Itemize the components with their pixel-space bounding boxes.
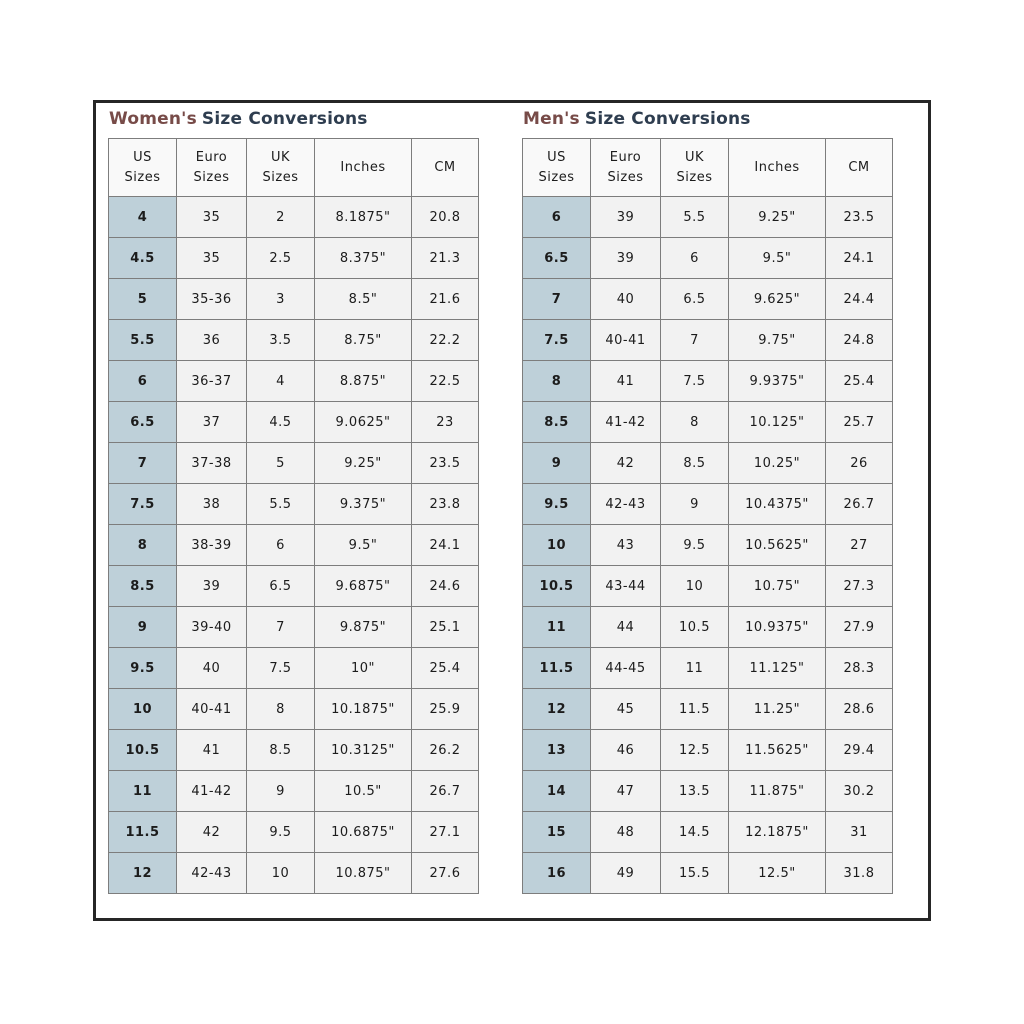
- size-cell: 8.5: [247, 730, 315, 771]
- table-row: [523, 238, 893, 279]
- size-cell: 27.3: [826, 566, 893, 607]
- size-cell: 27.9: [826, 607, 893, 648]
- size-cell: 40-41: [177, 689, 247, 730]
- size-cell: 9: [247, 771, 315, 812]
- size-cell: 12.5": [729, 853, 826, 894]
- size-cell: 2.5: [247, 238, 315, 279]
- size-cell: 42: [591, 443, 661, 484]
- column-header: Inches: [315, 139, 412, 197]
- size-cell: 24.1: [826, 238, 893, 279]
- size-cell: 3: [247, 279, 315, 320]
- size-cell: 8: [247, 689, 315, 730]
- us-size-cell: 7: [523, 279, 591, 320]
- us-size-cell: 8.5: [523, 402, 591, 443]
- size-cell: 30.2: [826, 771, 893, 812]
- column-header: UK Sizes: [247, 139, 315, 197]
- mens-title-rest: Size Conversions: [584, 109, 751, 129]
- size-cell: 26.7: [826, 484, 893, 525]
- size-cell: 29.4: [826, 730, 893, 771]
- table-row: [109, 525, 479, 566]
- size-cell: 42-43: [177, 853, 247, 894]
- size-cell: 23: [412, 402, 479, 443]
- size-cell: 44-45: [591, 648, 661, 689]
- size-cell: 14.5: [661, 812, 729, 853]
- us-size-cell: 9.5: [109, 648, 177, 689]
- size-cell: 9.25": [315, 443, 412, 484]
- size-cell: 11.875": [729, 771, 826, 812]
- size-cell: 10.5": [315, 771, 412, 812]
- us-size-cell: 7.5: [523, 320, 591, 361]
- size-cell: 7.5: [247, 648, 315, 689]
- size-cell: 25.4: [826, 361, 893, 402]
- size-cell: 47: [591, 771, 661, 812]
- size-cell: 25.1: [412, 607, 479, 648]
- us-size-cell: 6: [109, 361, 177, 402]
- size-cell: 39: [177, 566, 247, 607]
- us-size-cell: 7.5: [109, 484, 177, 525]
- table-row: [109, 566, 479, 607]
- us-size-cell: 4: [109, 197, 177, 238]
- size-cell: 37: [177, 402, 247, 443]
- womens-title-rest: Size Conversions: [201, 109, 368, 129]
- table-row: [109, 771, 479, 812]
- table-row: [109, 853, 479, 894]
- size-cell: 3.5: [247, 320, 315, 361]
- us-size-cell: 10: [109, 689, 177, 730]
- size-cell: 24.1: [412, 525, 479, 566]
- table-row: [523, 525, 893, 566]
- table-row: [523, 402, 893, 443]
- size-cell: 9.875": [315, 607, 412, 648]
- size-cell: 23.8: [412, 484, 479, 525]
- size-cell: 9.25": [729, 197, 826, 238]
- size-cell: 5: [247, 443, 315, 484]
- size-cell: 41: [177, 730, 247, 771]
- size-cell: 7.5: [661, 361, 729, 402]
- size-conversion-panel: [93, 100, 931, 921]
- size-cell: 8: [661, 402, 729, 443]
- column-header: US Sizes: [523, 139, 591, 197]
- us-size-cell: 16: [523, 853, 591, 894]
- size-cell: 10.3125": [315, 730, 412, 771]
- size-cell: 24.6: [412, 566, 479, 607]
- size-cell: 8.5: [661, 443, 729, 484]
- size-cell: 9.375": [315, 484, 412, 525]
- size-cell: 8.1875": [315, 197, 412, 238]
- size-cell: 41-42: [177, 771, 247, 812]
- size-cell: 11.5: [661, 689, 729, 730]
- size-cell: 22.2: [412, 320, 479, 361]
- size-cell: 31: [826, 812, 893, 853]
- size-cell: 9.5": [729, 238, 826, 279]
- size-cell: 39: [591, 238, 661, 279]
- us-size-cell: 9.5: [523, 484, 591, 525]
- size-cell: 40: [591, 279, 661, 320]
- size-cell: 38: [177, 484, 247, 525]
- size-cell: 11.5625": [729, 730, 826, 771]
- column-header: US Sizes: [109, 139, 177, 197]
- size-cell: 5.5: [661, 197, 729, 238]
- table-row: [109, 689, 479, 730]
- us-size-cell: 8: [109, 525, 177, 566]
- us-size-cell: 11: [109, 771, 177, 812]
- us-size-cell: 11.5: [109, 812, 177, 853]
- table-row: [523, 853, 893, 894]
- size-cell: 8.75": [315, 320, 412, 361]
- column-header: Euro Sizes: [591, 139, 661, 197]
- table-row: [523, 689, 893, 730]
- size-cell: 23.5: [412, 443, 479, 484]
- table-row: [523, 320, 893, 361]
- size-cell: 12.5: [661, 730, 729, 771]
- size-cell: 9.9375": [729, 361, 826, 402]
- table-row: [109, 402, 479, 443]
- size-cell: 12.1875": [729, 812, 826, 853]
- size-cell: 38-39: [177, 525, 247, 566]
- table-row: [109, 320, 479, 361]
- size-cell: 26: [826, 443, 893, 484]
- size-cell: 20.8: [412, 197, 479, 238]
- size-cell: 48: [591, 812, 661, 853]
- size-cell: 10: [247, 853, 315, 894]
- size-cell: 9.75": [729, 320, 826, 361]
- size-cell: 9.5: [247, 812, 315, 853]
- size-cell: 8.5": [315, 279, 412, 320]
- us-size-cell: 6: [523, 197, 591, 238]
- header-row: [523, 139, 893, 197]
- table-row: [523, 197, 893, 238]
- size-cell: 6.5: [247, 566, 315, 607]
- size-cell: 26.2: [412, 730, 479, 771]
- size-cell: 25.7: [826, 402, 893, 443]
- womens-section: [108, 106, 479, 894]
- size-cell: 6: [661, 238, 729, 279]
- size-cell: 8.875": [315, 361, 412, 402]
- column-header: Inches: [729, 139, 826, 197]
- us-size-cell: 10: [523, 525, 591, 566]
- size-cell: 26.7: [412, 771, 479, 812]
- size-cell: 2: [247, 197, 315, 238]
- womens-title: [108, 106, 479, 138]
- size-cell: 36-37: [177, 361, 247, 402]
- table-row: [109, 197, 479, 238]
- size-cell: 21.6: [412, 279, 479, 320]
- table-row: [523, 279, 893, 320]
- size-cell: 35: [177, 238, 247, 279]
- size-cell: 7: [661, 320, 729, 361]
- womens-size-table: [108, 138, 479, 894]
- size-cell: 9.0625": [315, 402, 412, 443]
- size-cell: 49: [591, 853, 661, 894]
- size-cell: 41-42: [591, 402, 661, 443]
- size-cell: 11: [661, 648, 729, 689]
- table-row: [523, 566, 893, 607]
- size-cell: 40-41: [591, 320, 661, 361]
- us-size-cell: 11: [523, 607, 591, 648]
- size-cell: 6: [247, 525, 315, 566]
- mens-title-prefix: Men's: [523, 109, 580, 129]
- us-size-cell: 12: [109, 853, 177, 894]
- size-cell: 28.6: [826, 689, 893, 730]
- size-cell: 24.8: [826, 320, 893, 361]
- size-cell: 36: [177, 320, 247, 361]
- size-cell: 25.9: [412, 689, 479, 730]
- us-size-cell: 11.5: [523, 648, 591, 689]
- us-size-cell: 8: [523, 361, 591, 402]
- size-cell: 39-40: [177, 607, 247, 648]
- size-cell: 9.6875": [315, 566, 412, 607]
- size-cell: 42-43: [591, 484, 661, 525]
- size-cell: 37-38: [177, 443, 247, 484]
- size-cell: 24.4: [826, 279, 893, 320]
- size-cell: 35: [177, 197, 247, 238]
- size-cell: 9.625": [729, 279, 826, 320]
- size-cell: 10.125": [729, 402, 826, 443]
- size-cell: 13.5: [661, 771, 729, 812]
- us-size-cell: 7: [109, 443, 177, 484]
- size-cell: 39: [591, 197, 661, 238]
- table-row: [109, 238, 479, 279]
- table-row: [109, 443, 479, 484]
- us-size-cell: 6.5: [109, 402, 177, 443]
- column-header: UK Sizes: [661, 139, 729, 197]
- table-row: [109, 361, 479, 402]
- size-cell: 28.3: [826, 648, 893, 689]
- us-size-cell: 6.5: [523, 238, 591, 279]
- size-cell: 22.5: [412, 361, 479, 402]
- size-cell: 10.875": [315, 853, 412, 894]
- table-row: [523, 771, 893, 812]
- size-cell: 10.9375": [729, 607, 826, 648]
- size-cell: 11.125": [729, 648, 826, 689]
- size-cell: 44: [591, 607, 661, 648]
- mens-title: [522, 106, 893, 138]
- size-cell: 27.6: [412, 853, 479, 894]
- table-row: [523, 484, 893, 525]
- us-size-cell: 14: [523, 771, 591, 812]
- size-cell: 21.3: [412, 238, 479, 279]
- table-row: [523, 607, 893, 648]
- table-row: [523, 648, 893, 689]
- table-row: [109, 812, 479, 853]
- size-cell: 10": [315, 648, 412, 689]
- size-cell: 9.5: [661, 525, 729, 566]
- size-cell: 6.5: [661, 279, 729, 320]
- us-size-cell: 10.5: [109, 730, 177, 771]
- column-header: Euro Sizes: [177, 139, 247, 197]
- size-cell: 43: [591, 525, 661, 566]
- size-cell: 10.5625": [729, 525, 826, 566]
- mens-size-table: [522, 138, 893, 894]
- womens-title-prefix: Women's: [109, 109, 197, 129]
- size-cell: 10.25": [729, 443, 826, 484]
- size-cell: 9: [661, 484, 729, 525]
- size-cell: 10.5: [661, 607, 729, 648]
- table-row: [109, 484, 479, 525]
- column-header: CM: [826, 139, 893, 197]
- us-size-cell: 4.5: [109, 238, 177, 279]
- table-row: [109, 648, 479, 689]
- size-cell: 35-36: [177, 279, 247, 320]
- size-cell: 27.1: [412, 812, 479, 853]
- us-size-cell: 10.5: [523, 566, 591, 607]
- mens-section: [522, 106, 893, 894]
- table-row: [109, 730, 479, 771]
- table-row: [523, 730, 893, 771]
- size-cell: 25.4: [412, 648, 479, 689]
- us-size-cell: 5.5: [109, 320, 177, 361]
- us-size-cell: 9: [523, 443, 591, 484]
- size-cell: 42: [177, 812, 247, 853]
- us-size-cell: 12: [523, 689, 591, 730]
- size-cell: 23.5: [826, 197, 893, 238]
- size-cell: 15.5: [661, 853, 729, 894]
- size-cell: 40: [177, 648, 247, 689]
- size-cell: 8.375": [315, 238, 412, 279]
- size-cell: 10.75": [729, 566, 826, 607]
- size-cell: 4: [247, 361, 315, 402]
- table-row: [523, 361, 893, 402]
- us-size-cell: 13: [523, 730, 591, 771]
- us-size-cell: 5: [109, 279, 177, 320]
- size-cell: 31.8: [826, 853, 893, 894]
- table-row: [523, 812, 893, 853]
- size-cell: 5.5: [247, 484, 315, 525]
- size-cell: 45: [591, 689, 661, 730]
- us-size-cell: 9: [109, 607, 177, 648]
- us-size-cell: 15: [523, 812, 591, 853]
- table-row: [523, 443, 893, 484]
- us-size-cell: 8.5: [109, 566, 177, 607]
- size-cell: 10: [661, 566, 729, 607]
- size-cell: 11.25": [729, 689, 826, 730]
- size-cell: 7: [247, 607, 315, 648]
- table-row: [109, 279, 479, 320]
- size-cell: 41: [591, 361, 661, 402]
- size-cell: 4.5: [247, 402, 315, 443]
- column-header: CM: [412, 139, 479, 197]
- size-cell: 10.1875": [315, 689, 412, 730]
- size-cell: 27: [826, 525, 893, 566]
- table-row: [109, 607, 479, 648]
- header-row: [109, 139, 479, 197]
- size-cell: 9.5": [315, 525, 412, 566]
- size-cell: 10.6875": [315, 812, 412, 853]
- size-cell: 46: [591, 730, 661, 771]
- size-cell: 10.4375": [729, 484, 826, 525]
- size-cell: 43-44: [591, 566, 661, 607]
